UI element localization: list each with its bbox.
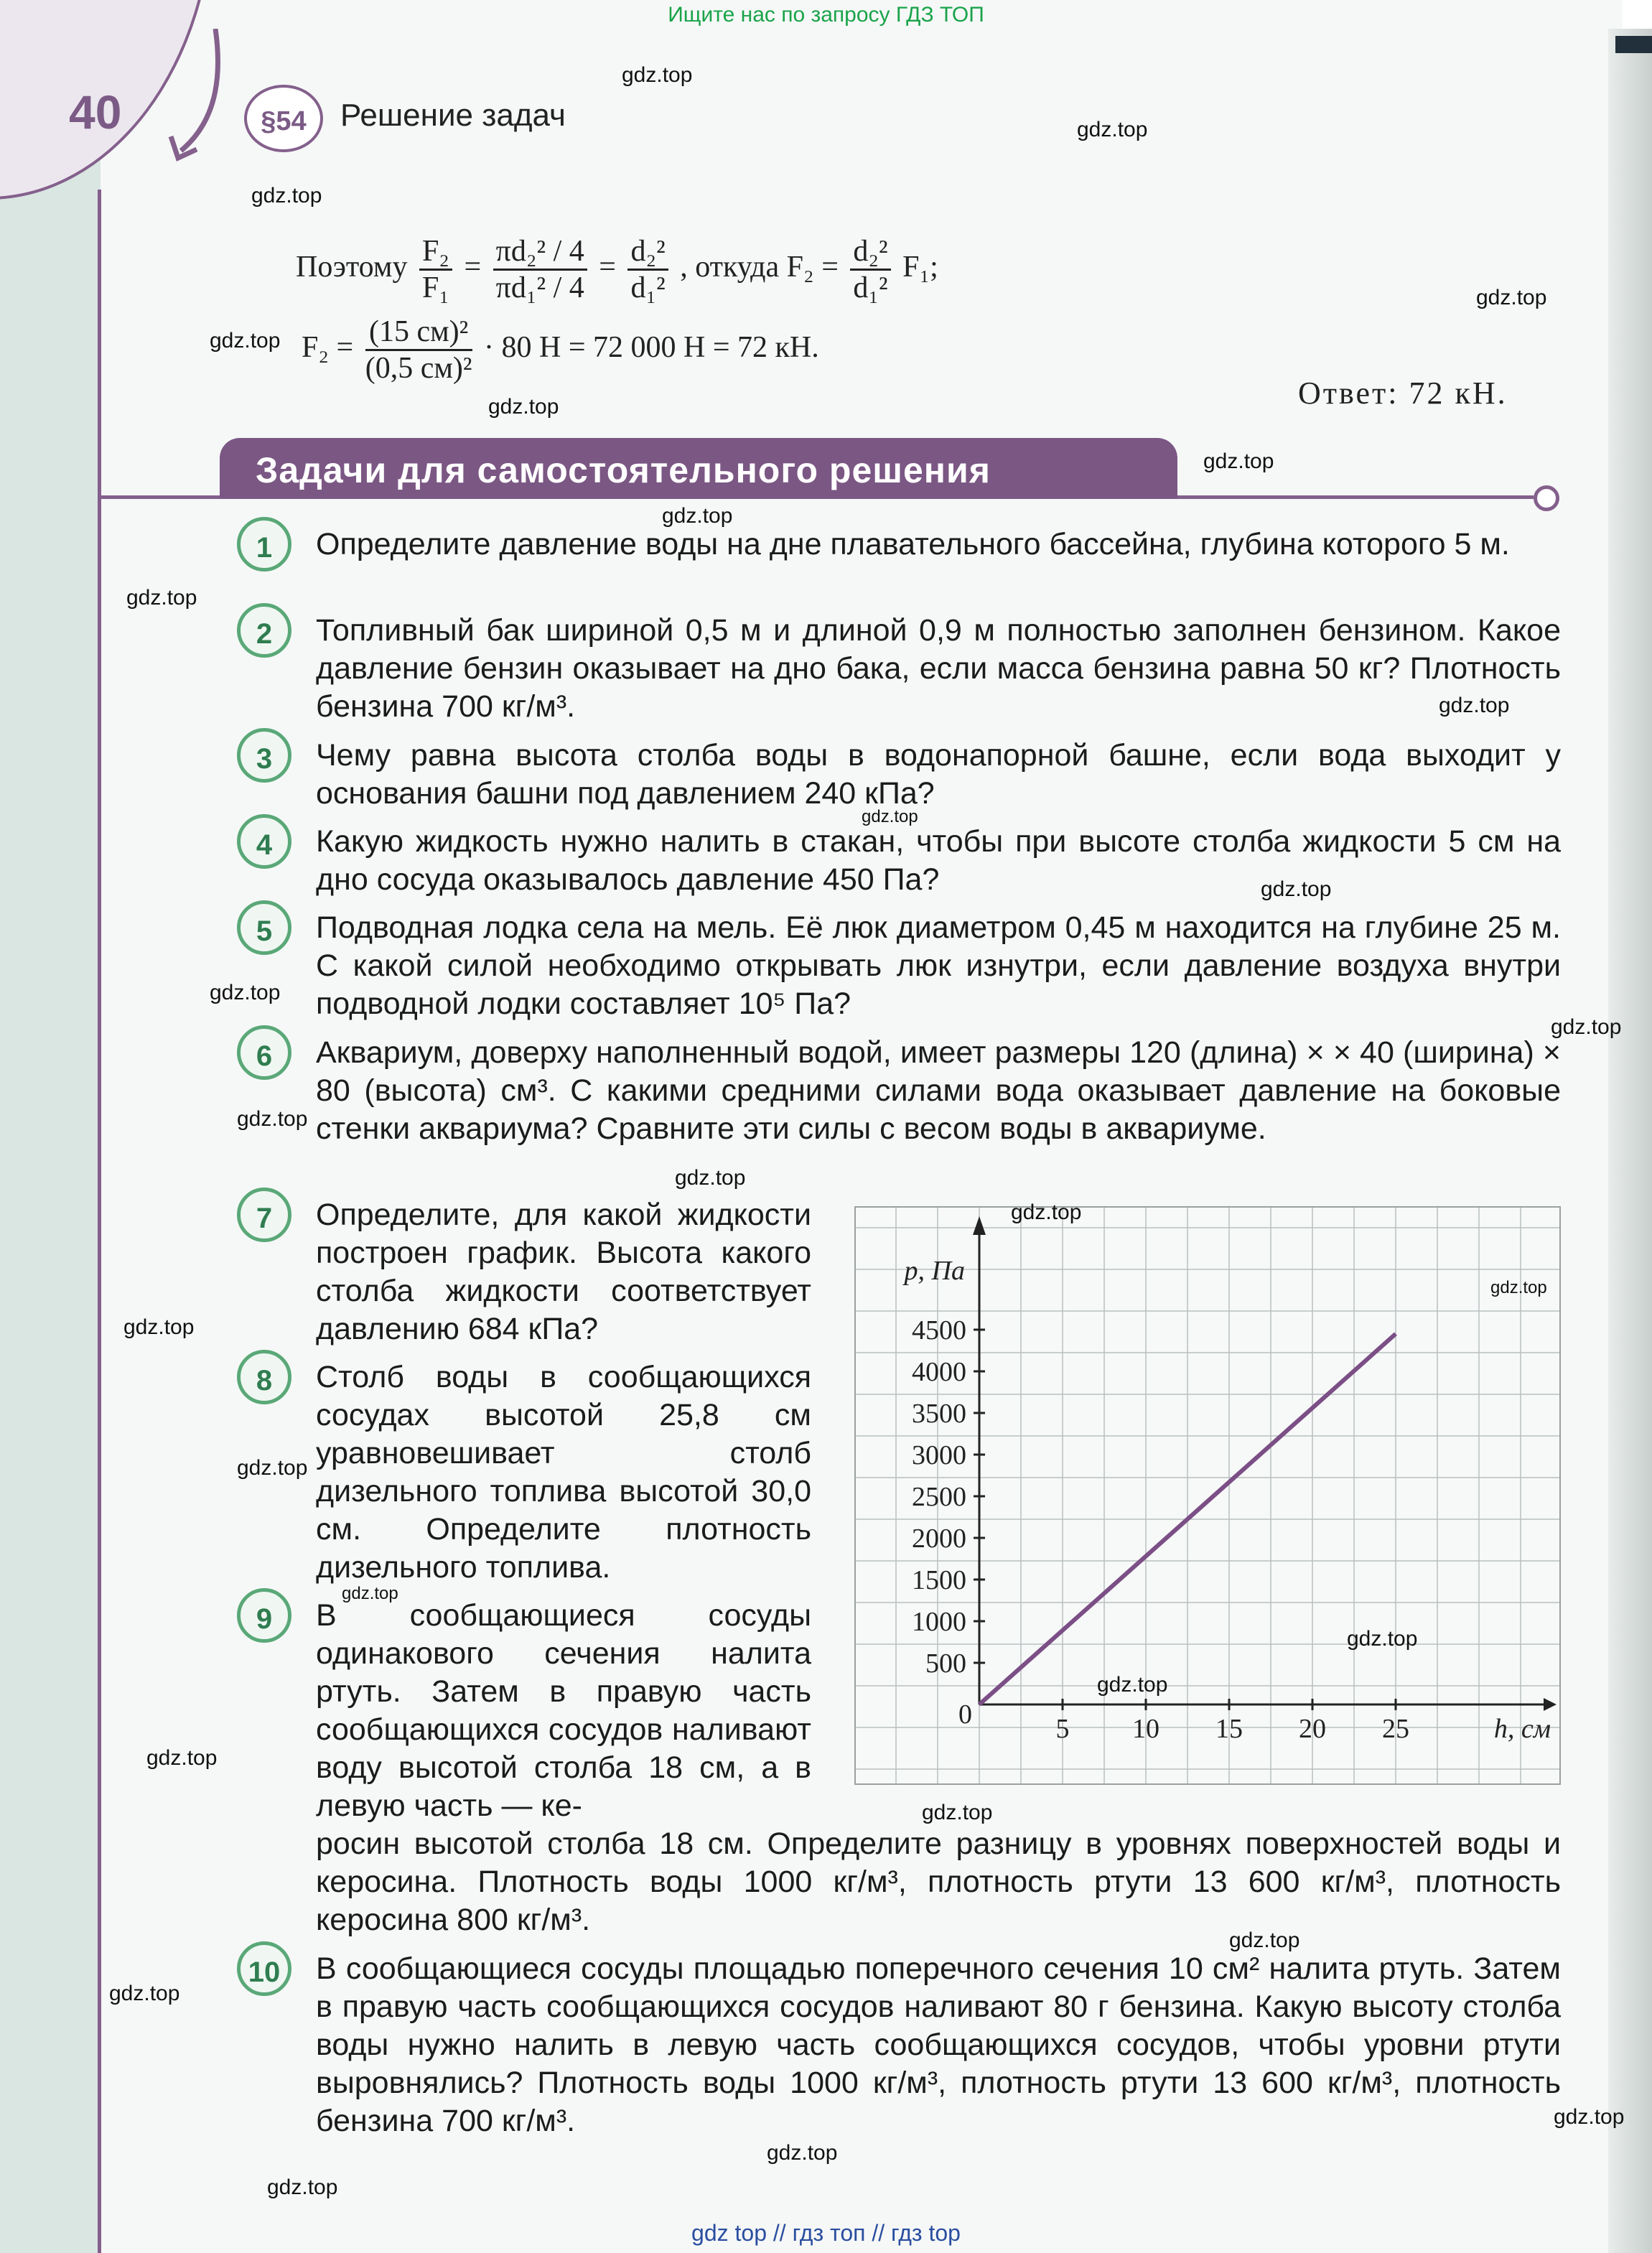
task-number-badge: 7 [237,1188,291,1242]
watermark: gdz.top [1439,694,1510,717]
y-axis-label: p, Па [904,1256,965,1286]
task-number-badge: 2 [237,603,291,658]
formula-fraction [850,234,890,305]
formula-fraction [365,314,472,386]
fraction-numerator: πd₂² / 4 [493,234,587,271]
section-title: Решение задач [340,98,566,133]
task-number-badge: 5 [237,900,291,955]
formula-tail: F₁; [902,251,938,284]
task-number-badge: 3 [237,728,291,783]
task-number-badge: 4 [237,814,291,869]
task-5-text: Подводная лодка села на мель. Её люк диаметром 0,45 м находится на глубине 25 м. С какой силой необходимо открывать люк изнутри, если давление воздуха внутри подводной лодки составляет 10⁵ Па? [316,910,1561,1021]
y-tick-label: 3500 [912,1399,966,1429]
left-vertical-rule [98,190,101,2253]
y-tick-label: 1000 [912,1607,966,1637]
top-search-banner[interactable]: Ищите нас по запросу ГДЗ ТОП [668,3,984,27]
y-tick-label: 4500 [912,1315,966,1345]
section-number-badge: §54 [244,85,323,152]
task-number-badge: 9 [237,1588,291,1643]
formula-fraction [627,234,668,305]
fraction-numerator: (15 см)² [365,314,472,351]
y-tick-label: 500 [925,1648,966,1679]
watermark: gdz.top [123,1315,195,1339]
y-tick-label: 4000 [912,1357,966,1387]
watermark: gdz.top [1011,1200,1082,1224]
fraction-denominator: (0,5 см)² [365,352,472,385]
watermark: gdz.top [1347,1627,1418,1651]
formula-prefix: Поэтому [296,251,408,284]
y-tick-label: 2500 [912,1482,966,1512]
watermark: gdz.top [767,2141,838,2165]
watermark: gdz.top [237,1107,308,1131]
task-3-text: Чему равна высота столба воды в водонапорной башне, если вода выходит у основания башни под давлением 240 кПа? [316,738,1561,811]
equals-sign: = [336,331,354,365]
equals-sign: = [464,251,482,284]
task-number-badge: 6 [237,1025,291,1080]
watermark: gdz.top [1203,449,1274,473]
equals-sign: = [821,251,839,284]
x-axis-label: h, см [1493,1714,1551,1744]
answer-line: Ответ: 72 кН. [1298,376,1508,411]
formula-symbol: F₂ [786,251,814,284]
right-page-tab [1615,36,1652,53]
origin-label: 0 [958,1699,972,1730]
fraction-denominator: d₁² [630,271,666,304]
watermark: gdz.top [488,395,559,419]
watermark: gdz.top [1097,1673,1168,1697]
task-9-text-part-2: росин высотой столба 18 см. Определите разницу в уровнях поверхностей воды и керосина. Плотность воды 1000 кг/м³, плотность ртути 13 600 кг/м³, плотность керосина 800 кг/м³. [316,1827,1561,1937]
watermark: gdz.top [1554,2105,1625,2129]
watermark: gdz.top [210,329,281,353]
solution-formula-line-1 [296,234,938,305]
task-1-text: Определите давление воды на дне плавательного бассейна, глубина которого 5 м. [316,527,1510,561]
rule-end-circle-icon [1534,485,1559,511]
watermark: gdz.top [210,981,281,1004]
equals-sign: = [599,251,616,284]
watermark: gdz.top [1476,286,1547,309]
right-page-shadow [1608,29,1652,2253]
watermark: gdz.top [675,1166,746,1190]
watermark: gdz.top [1229,1928,1300,1952]
curved-arrow-icon [165,29,237,165]
fraction-numerator: d₂² [627,234,668,271]
watermark: gdz.top [109,1982,180,2005]
task-6-text: Аквариум, доверху наполненный водой, имеет размеры 120 (длина) × × 40 (ширина) × 80 (высота) см³. С какими средними силами вода оказывает давление на боковые стенки аквариума? Сравните эти силы с весом воды в аквариуме. [316,1035,1561,1146]
formula-fraction [419,234,452,305]
watermark: gdz.top [662,504,733,528]
task-8-text: Столб воды в сообщающихся сосудах высотой 25,8 см уравновешивает столб дизельного топлива высотой 30,0 см. Определите плотность дизельного топлива. [316,1360,811,1585]
y-tick-label: 3000 [912,1440,966,1470]
formula-symbol: F₂ [302,331,330,365]
task-10-text: В сообщающиеся сосуды площадью поперечного сечения 10 см² налита ртуть. Затем в правую часть сообщающихся сосудов наливают 80 г бензина. Какую высоту столба воды нужно налить в левую часть сообщающихся сосудов, чтобы уровни ртути выровнялись? Плотность воды 1000 кг/м³, плотность ртути 13 600 кг/м³, плотность бензина 700 кг/м³. [316,1951,1561,2138]
watermark: gdz.top [922,1801,993,1824]
watermark: gdz.top [237,1456,308,1480]
y-tick-label: 2000 [912,1524,966,1554]
task-4-text: Какую жидкость нужно налить в стакан, чтобы при высоте столба жидкости 5 см на дно сосуда оказывалось давление 450 Па? [316,824,1561,897]
task-9-text-part-1: В сообщающиеся сосуды одинакового сечения налита ртуть. Затем в правую часть сообщающихся сосудов наливают воду высотой столба 18 см, а в левую часть — ке- [316,1598,811,1823]
watermark: gdz.top [1261,877,1332,901]
x-tick-label: 10 [1132,1714,1159,1744]
left-margin-tint [0,0,101,2253]
watermark: gdz.top [146,1746,218,1770]
solution-formula-line-2 [302,314,819,386]
task-number-badge: 1 [237,517,291,572]
formula-connector: , откуда [680,251,780,284]
watermark: gdz.top [267,2175,338,2199]
task-number-badge: 8 [237,1350,291,1404]
watermark: gdz.top [251,184,322,207]
x-tick-label: 15 [1215,1714,1243,1744]
fraction-numerator: F₂ [419,234,452,271]
task-number-badge: 10 [237,1941,291,1996]
y-tick-label: 1500 [912,1565,966,1595]
x-tick-label: 20 [1299,1714,1326,1744]
watermark: gdz.top [1551,1015,1622,1039]
fraction-denominator: πd₁² / 4 [495,271,584,304]
pressure-height-chart [854,1206,1561,1785]
watermark: gdz.top [862,807,918,826]
watermark: gdz.top [342,1584,398,1603]
page-number: 40 [69,85,122,139]
x-tick-label: 5 [1055,1714,1070,1744]
bottom-link-banner[interactable]: gdz top // гдз топ // гдз top [691,2220,961,2246]
section-banner: Задачи для самостоятельного решения [220,438,1177,498]
task-7-text: Определите, для какой жидкости построен график. Высота какого столба жидкости соответствует давлению 684 кПа? [316,1198,811,1346]
watermark: gdz.top [622,63,693,87]
task-2-text: Топливный бак шириной 0,5 м и длиной 0,9 м полностью заполнен бензином. Какое давление бензин оказывает на дно бака, если масса бензина равна 50 кг? Плотность бензина 700 кг/м³. [316,613,1561,724]
x-tick-label: 25 [1382,1714,1409,1744]
fraction-denominator: F₁ [421,271,449,304]
fraction-denominator: d₁² [853,271,888,304]
watermark: gdz.top [1490,1278,1547,1297]
watermark: gdz.top [1077,118,1148,141]
formula-fraction [493,234,587,305]
watermark: gdz.top [126,586,197,610]
formula-tail: · 80 Н = 72 000 Н = 72 кН. [484,331,819,365]
fraction-numerator: d₂² [850,234,890,271]
